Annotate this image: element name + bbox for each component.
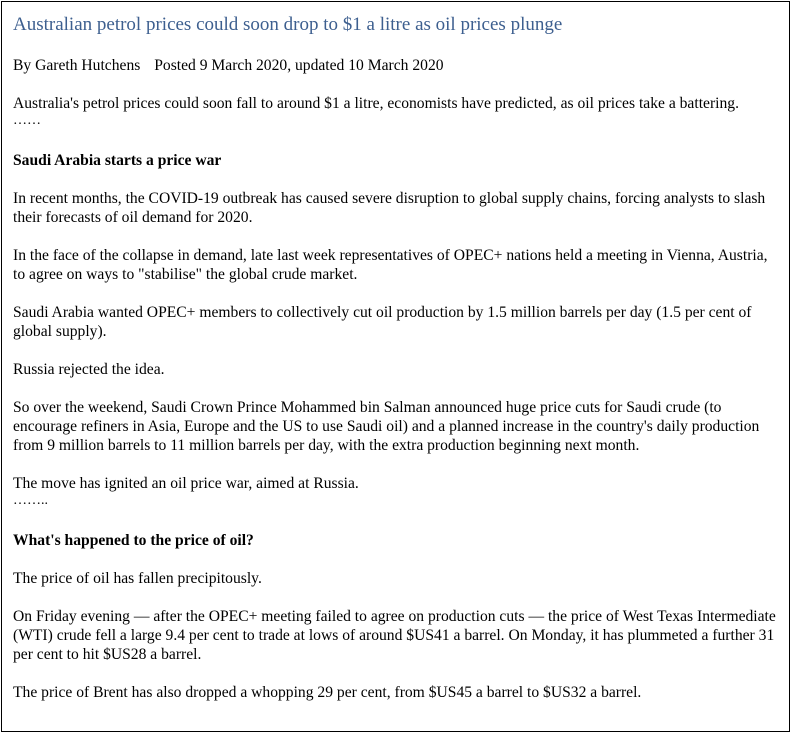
article-headline: Australian petrol prices could soon drop to $1 a litre as oil prices plunge: [13, 14, 563, 35]
paragraph: On Friday evening — after the OPEC+ meeting failed to agree on production cuts — the price of West Texas Intermediate (WTI) crude fell a large 9.4 per cent to trade at lows of around $US41 a barrel. On Monday, it has plummeted a further 31 per cent to hit $US28 a barrel.: [13, 608, 776, 663]
section-heading-price-war: Saudi Arabia starts a price war: [13, 152, 222, 169]
byline-dates: Posted 9 March 2020, updated 10 March 2020: [154, 57, 444, 74]
paragraph: Saudi Arabia wanted OPEC+ members to collectively cut oil production by 1.5 million barrels per day (1.5 per cent of global supply).: [13, 304, 752, 340]
paragraph: Russia rejected the idea.: [13, 361, 165, 378]
article-byline: [13, 56, 779, 75]
paragraph: The price of Brent has also dropped a whopping 29 per cent, from $US45 a barrel to $US32 a barrel.: [13, 684, 642, 701]
paragraph: The move has ignited an oil price war, aimed at Russia.: [13, 475, 359, 492]
paragraph: In recent months, the COVID-19 outbreak has caused severe disruption to global supply chains, forcing analysts to slash their forecasts of oil demand for 2020.: [13, 190, 766, 226]
paragraph: In the face of the collapse in demand, late last week representatives of OPEC+ nations held a meeting in Vienna, Austria, to agree on ways to "stabilise" the global crude market.: [13, 247, 768, 283]
paragraph: So over the weekend, Saudi Crown Prince Mohammed bin Salman announced huge price cuts for Saudi crude (to encourage refiners in Asia, Europe and the US to use Saudi oil) and a planned increase in the country's daily production from 9 million barrels to 11 million barrels per day, with the extra production beginning next month.: [13, 399, 760, 454]
article-lede: Australia's petrol prices could soon fall to around $1 a litre, economists have predicted, as oil prices take a battering.: [13, 95, 739, 112]
omission-ellipsis: ……: [13, 113, 41, 128]
paragraph: The price of oil has fallen precipitously.: [13, 570, 262, 587]
omission-ellipsis: ……..: [13, 493, 48, 508]
article-container: [1, 1, 790, 732]
section-heading-oil-price: What's happened to the price of oil?: [13, 532, 254, 549]
byline-author: By Gareth Hutchens: [13, 57, 141, 74]
